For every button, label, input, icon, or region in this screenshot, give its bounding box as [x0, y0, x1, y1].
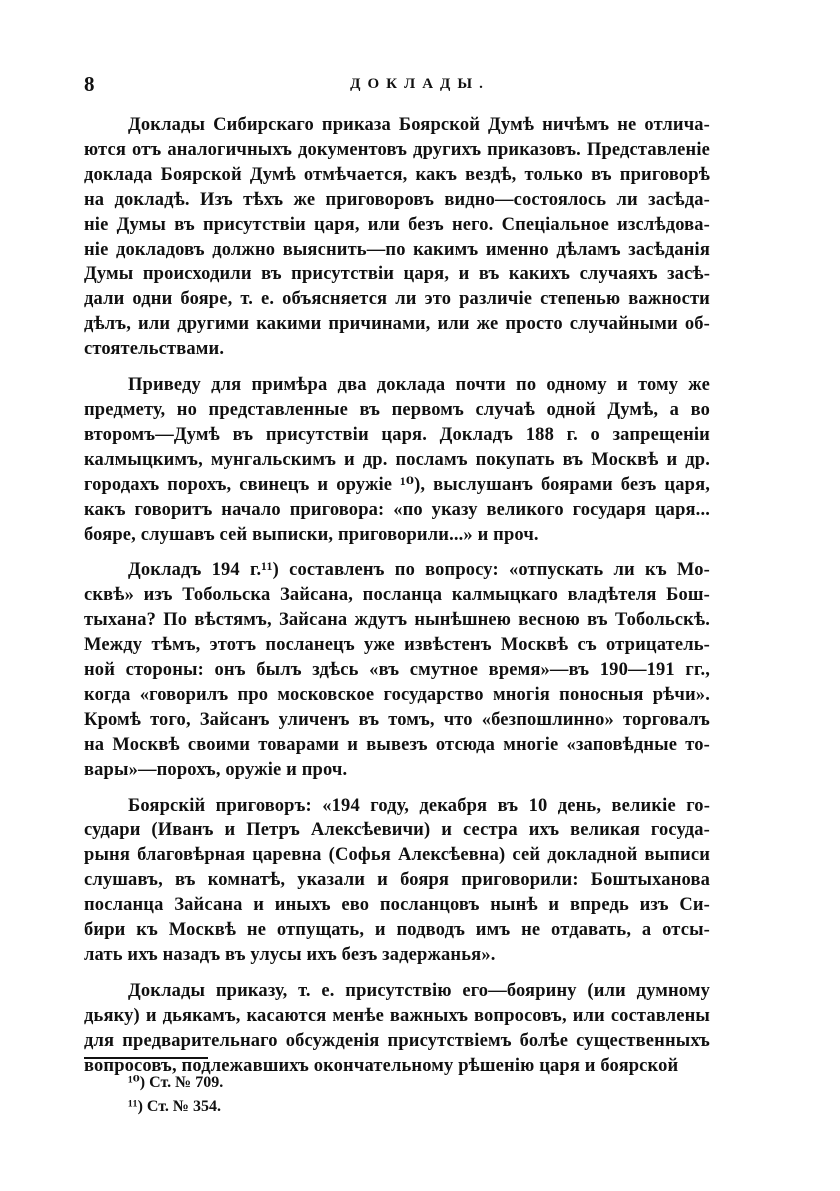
text-line: городахъ порохъ, свинецъ и оружіе ¹⁰), выслушанъ боярами безъ царя,	[84, 474, 710, 495]
text-line: Приведу для примѣра два доклада почти по одному и тому же	[128, 375, 710, 396]
text-line: ніе Думы въ присутствіи царя, или безъ него. Спеціальное изслѣдова-	[84, 214, 710, 235]
body-text	[84, 113, 710, 1090]
footnotes	[128, 1071, 223, 1119]
paragraph	[84, 794, 710, 968]
text-line: бояре, слушавъ сей выписки, приговорили...» и проч.	[84, 524, 539, 545]
text-line: вары»—порохъ, оружіе и проч.	[84, 759, 348, 780]
text-line: предмету, но представленные въ первомъ случаѣ одной Думѣ, а во	[84, 399, 710, 420]
text-line: на Москвѣ своими товарами и вывезъ отсюда многіе «заповѣдные то-	[84, 734, 710, 755]
text-line: Думы происходили въ присутствіи царя, и въ какихъ случаяхъ засѣ-	[84, 264, 710, 285]
text-line: рыня благовѣрная царевна (Софья Алексѣевна) сей докладной выписи	[84, 845, 710, 866]
text-line: Докладъ 194 г.¹¹) составленъ по вопросу: «отпускать ли къ Мо-	[128, 560, 710, 581]
text-line: лать ихъ назадъ въ улусы ихъ безъ задержанья».	[84, 945, 496, 965]
text-line: ной стороны: онъ былъ здѣсь «въ смутное время»—въ 190—191 гг.,	[84, 660, 710, 681]
text-line: вопросовъ, подлежавшихъ окончательному рѣшенію царя и боярской	[84, 1055, 679, 1076]
text-line: на докладѣ. Изъ тѣхъ же приговоровъ видно—состоялось ли засѣда-	[84, 189, 710, 210]
text-line: какъ говоритъ начало приговора: «по указу великого государя царя...	[84, 499, 710, 520]
paragraph	[84, 979, 710, 1079]
text-line: второмъ—Думѣ въ присутствіи царя. Докладъ 188 г. о запрещеніи	[84, 424, 710, 445]
text-line: судари (Иванъ и Петръ Алексѣевичи) и сестра ихъ великая госуда-	[84, 820, 710, 841]
paragraph	[84, 558, 710, 782]
text-line: доклада Боярской Думѣ отмѣчается, какъ вездѣ, только въ приговорѣ	[84, 164, 710, 185]
text-line: для предварительнаго обсужденія присутствіемъ болѣе существенныхъ	[84, 1030, 710, 1051]
text-line: посланца Зайсана и иныхъ ево посланцовъ нынѣ и впредь изъ Си-	[84, 895, 710, 916]
text-line: дѣлъ, или другими какими причинами, или же просто случайными об-	[84, 314, 710, 335]
paragraph	[84, 373, 710, 547]
text-line: калмыцкимъ, мунгальскимъ и др. посламъ покупать въ Москвѣ и др.	[84, 449, 710, 470]
text-line: слушавъ, въ комнатѣ, указали и бояря приговорили: Боштыханова	[84, 870, 710, 891]
text-line: Боярскій приговоръ: «194 году, декабря въ 10 день, великіе го-	[128, 795, 710, 816]
text-line: дьяку) и дьякамъ, касаются менѣе важныхъ вопросовъ, или составлены	[84, 1005, 710, 1026]
text-line: Доклады приказу, т. е. присутствію его—боярину (или думному	[128, 980, 710, 1001]
text-line: сквѣ» изъ Тобольска Зайсана, посланца калмыцкаго владѣтеля Бош-	[84, 585, 710, 606]
running-head: ДОКЛАДЫ.	[350, 76, 490, 92]
text-line: дали одни бояре, т. е. объясняется ли это различіе степенью важности	[84, 289, 710, 310]
text-line: бири къ Москвѣ не отпущать, и подводъ имъ не отдавать, а отсы-	[84, 920, 710, 941]
page-number: 8	[84, 72, 95, 96]
text-line: ются отъ аналогичныхъ документовъ другихъ приказовъ. Представленіе	[84, 139, 710, 160]
text-line: тыхана? По вѣстямъ, Зайсана ждутъ нынѣшнею весною въ Тобольскѣ.	[84, 610, 710, 631]
text-line: стоятельствами.	[84, 339, 225, 360]
text-line: ніе докладовъ должно выяснить—по какимъ именно дѣламъ засѣданія	[84, 239, 710, 260]
footnote-rule	[84, 1057, 208, 1059]
paragraph	[84, 113, 710, 362]
text-line: когда «говорилъ про московское государство многія поносныя рѣчи».	[84, 684, 710, 705]
text-line: Доклады Сибирскаго приказа Боярской Думѣ ничѣмъ не отлича-	[128, 115, 710, 135]
footnote: ¹⁰) Ст. № 709.	[128, 1074, 224, 1091]
text-line: Кромѣ того, Зайсанъ уличенъ въ томъ, что «безпошлинно» торговалъ	[84, 709, 710, 730]
footnote: ¹¹) Ст. № 354.	[128, 1098, 221, 1115]
text-line: Между тѣмъ, этотъ посланецъ уже извѣстенъ Москвѣ съ отрицатель-	[84, 635, 710, 656]
